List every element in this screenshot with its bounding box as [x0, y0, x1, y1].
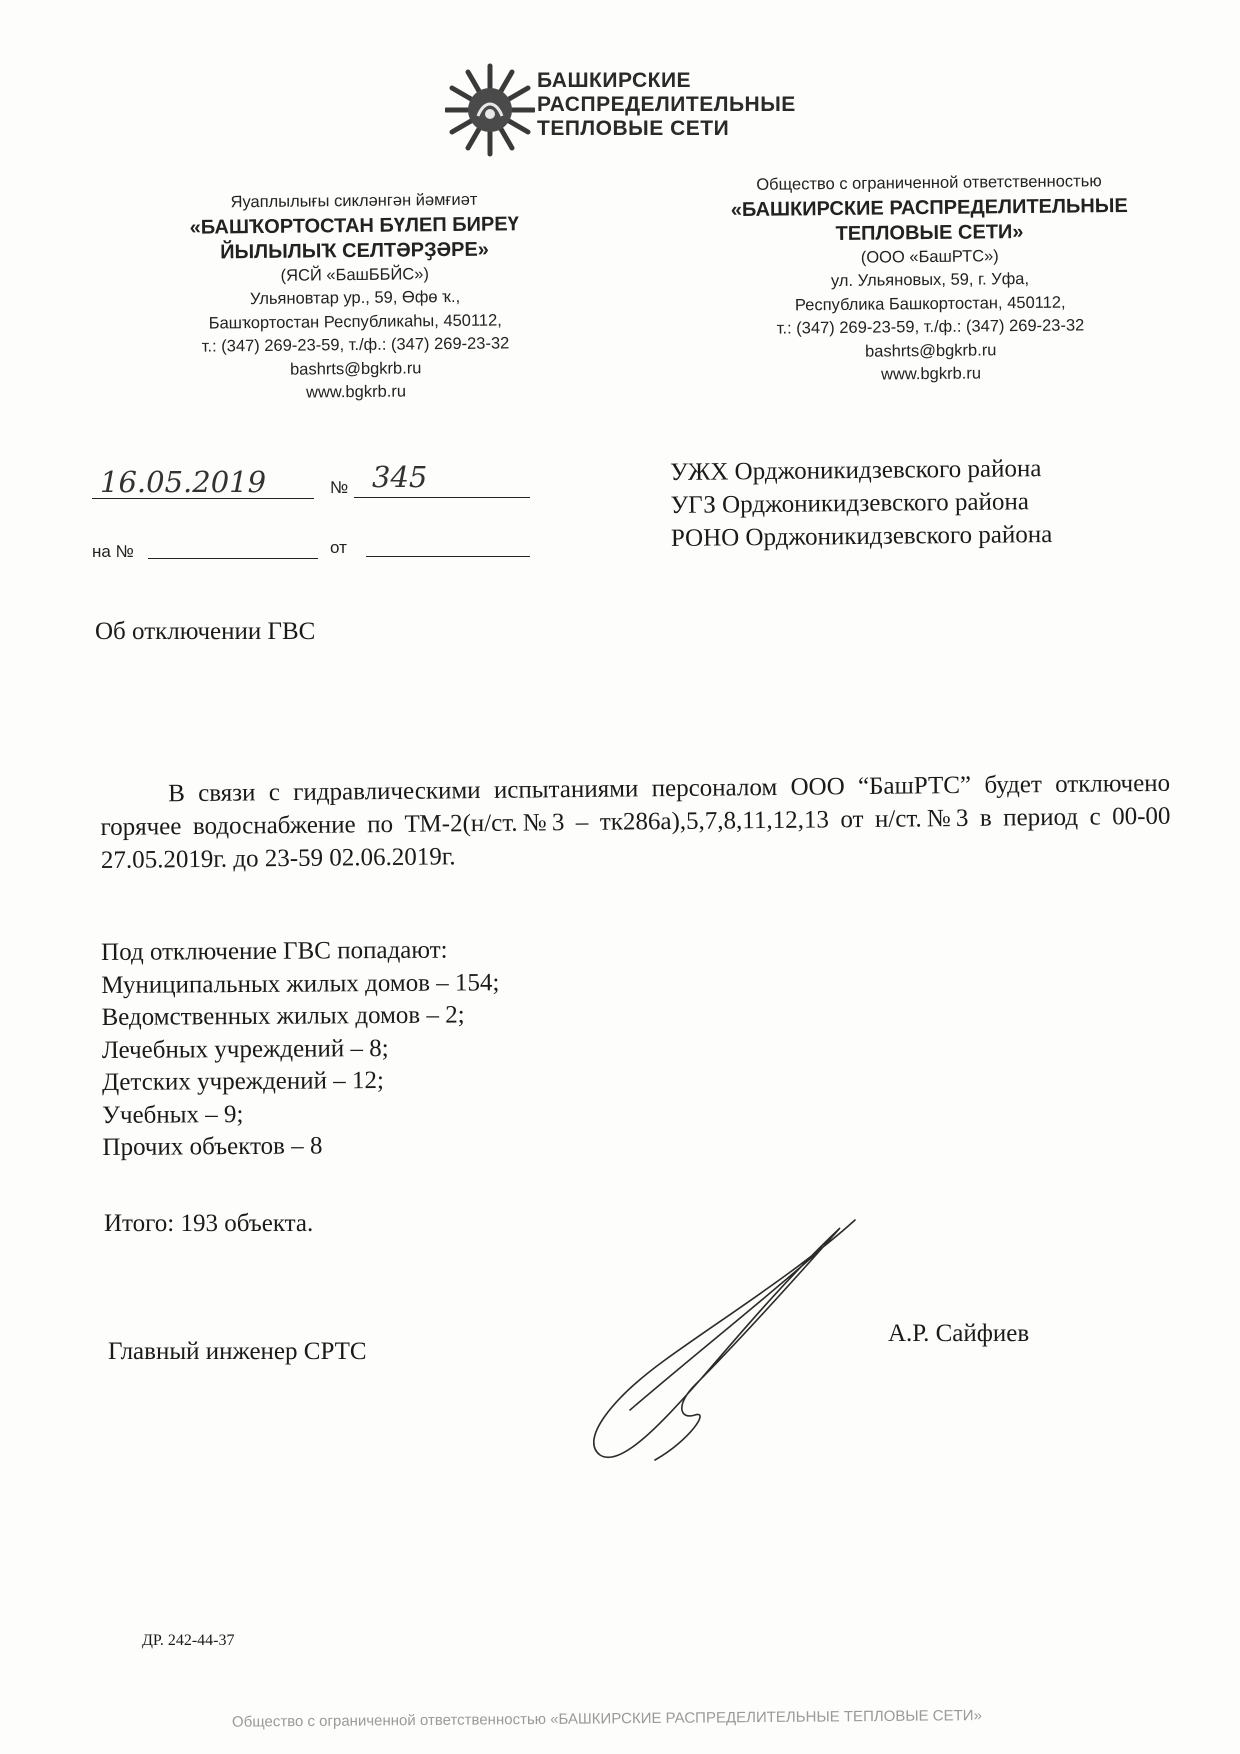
company-logo — [445, 62, 1005, 172]
affected-objects-list — [101, 934, 501, 1164]
recipient-line: УЖХ Орджоникидзевского района — [670, 455, 1042, 486]
list-item: Детских учреждений – 12; — [101, 1067, 385, 1096]
date-line — [92, 498, 314, 499]
signatory-name: А.Р. Сайфиев — [888, 1320, 1030, 1347]
org-block-bashkir — [139, 188, 571, 407]
org-name-line-1: «БАШҠОРТОСТАН БҮЛЕП БИРЕҮ — [189, 212, 519, 239]
org-short-name: (ООО «БашРТС») — [860, 246, 999, 267]
logo-line-1: БАШКИРСКИЕ — [537, 69, 692, 92]
from-label: от — [330, 538, 347, 557]
org-address-2: Башҡортостан Республикаһы, 450112, — [208, 310, 502, 333]
org-type: Яуаплылығы сикләнгән йәмғиәт — [230, 190, 478, 212]
org-phones: т.: (347) 269-23-59, т./ф.: (347) 269-23-32 — [776, 316, 1085, 338]
list-item: Учебных – 9; — [102, 1100, 244, 1129]
logo-line-3: ТЕПЛОВЫЕ СЕТИ — [537, 117, 730, 140]
list-item: Прочих объектов – 8 — [102, 1132, 323, 1161]
org-email: bashrts@bgkrb.ru — [289, 358, 422, 379]
signatory-position: Главный инженер СРТС — [108, 1338, 367, 1365]
handwritten-date: 16.05.2019 — [100, 465, 267, 499]
org-name-line-2: ЙЫЛЫЛЫҠ СЕЛТӘРҘӘРЕ» — [220, 238, 489, 263]
list-item: Лечебных учреждений – 8; — [101, 1034, 389, 1064]
org-address-2: Республика Башкортостан, 450112, — [794, 293, 1066, 314]
org-name-line-2: ТЕПЛОВЫЕ СЕТИ» — [835, 220, 1024, 245]
recipient-line: УГЗ Орджоникидзевского района — [670, 488, 1030, 519]
org-website: www.bgkrb.ru — [305, 382, 407, 402]
org-block-russian — [679, 169, 1181, 389]
org-address-1: ул. Ульяновых, 59, г. Уфа, — [830, 269, 1030, 291]
footer-company-name: Общество с ограниченной ответственностью «БАШКИРСКИЕ РАСПРЕДЕЛИТЕЛЬНЫЕ ТЕПЛОВЫЕ СЕТИ» — [231, 1707, 982, 1731]
org-address-1: Ульяновтар ур., 59, Өфө ҡ., — [249, 287, 461, 309]
org-type: Общество с ограниченной ответственностью — [756, 172, 1102, 194]
body-paragraph: В связи с гидравлическими испытаниями персоналом ООО “БашРТС” будет отключено горячее водоснабжение по ТМ-2(н/ст.№3 – тк286а),5,7,8,11,12,13 от н/ст.№3 в период с 00-00 27.05.2019г. до 23-59 02.06.2019г. — [100, 769, 1171, 874]
list-item: Муниципальных жилых домов – 154; — [101, 968, 500, 999]
reply-to-label: на № — [92, 542, 134, 561]
letter-subject: Об отключении ГВС — [95, 618, 316, 645]
number-label: № — [330, 478, 349, 497]
reply-to-line — [148, 558, 318, 559]
total-line: Итого: 193 объекта. — [104, 1210, 314, 1237]
executor-phone: ДР. 242-44-37 — [142, 1632, 235, 1649]
letter-body — [100, 767, 1171, 877]
from-line — [366, 556, 530, 557]
org-short-name: (ЯСЙ «БашББЙС») — [280, 264, 429, 285]
handwritten-signature-icon — [570, 1210, 890, 1470]
sun-gear-logo-icon — [445, 62, 535, 162]
recipients — [670, 452, 1052, 555]
org-phones: т.: (347) 269-23-59, т./ф.: (347) 269-23-32 — [201, 334, 510, 356]
recipient-line: РОНО Орджоникидзевского района — [670, 521, 1053, 552]
handwritten-number: 345 — [372, 460, 428, 494]
org-email: bashrts@bgkrb.ru — [864, 340, 997, 361]
org-website: www.bgkrb.ru — [880, 364, 982, 384]
org-name-line-1: «БАШКИРСКИЕ РАСПРЕДЕЛИТЕЛЬНЫЕ — [730, 194, 1128, 221]
list-item: Ведомственных жилых домов – 2; — [101, 1001, 465, 1031]
number-line — [354, 497, 530, 498]
list-heading: Под отключение ГВС попадают: — [101, 936, 448, 966]
logo-line-2: РАСПРЕДЕЛИТЕЛЬНЫЕ — [537, 93, 796, 116]
